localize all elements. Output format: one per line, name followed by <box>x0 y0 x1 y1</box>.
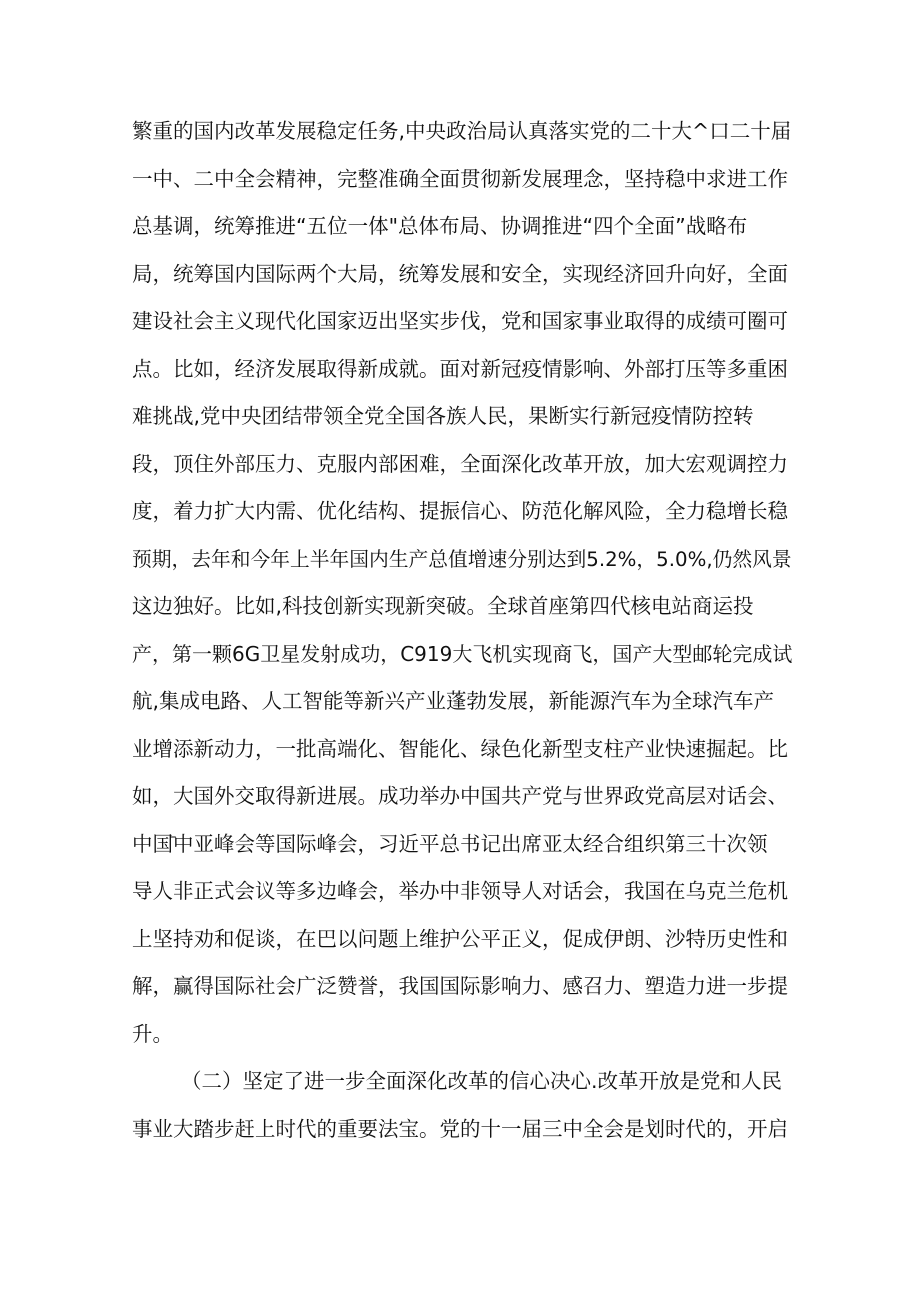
text-line: 繁重的国内改革发展稳定任务,中央政治局认真落实党的二十大^口二十届 <box>132 119 792 143</box>
text-line: 一中、二中全会精神，完整准确全面贯彻新发展理念，坚持稳中求进工作 <box>132 166 788 191</box>
text-line: 升。 <box>132 1021 173 1046</box>
text-line: 事业大踏步赶上时代的重要法宝。党的十一届三中全会是划时代的，开启 <box>132 1116 788 1141</box>
document-body <box>132 108 792 1153</box>
text-line: 点。比如，经济发展取得新成就。面对新冠疫情影响、外部打压等多重困 <box>132 356 788 381</box>
text-line: 度，着力扩大内需、优化结构、提振信心、防范化解风险，全力稳增长稳 <box>132 499 788 523</box>
paragraph-reform-confidence <box>132 1058 792 1153</box>
text-line: 中国̄中亚峰会等国际峰会，习近平总书记出席亚太经合组织第三十次领 <box>132 831 768 856</box>
text-line: 局，统筹国内国际两个大局，统筹发展和安全，实现经济回升向好，全面 <box>132 261 788 286</box>
text-line: 总基调，统筹推进“五位一体"总体布局、协调推进“四个全面”战略布 <box>132 214 748 238</box>
text-line: 产，第一颗6G卫星发射成功，C919大飞机实现商飞，国产大型邮轮完成试 <box>132 641 793 666</box>
text-line: 难挑战,党中央团结带领全党全国各族人民，果断实行新冠疫情防控转 <box>132 404 754 428</box>
text-line: 业增添新动力，一批高端化、智能化、绿色化新型支柱产业快速掘起。比 <box>132 736 788 761</box>
text-line: 建设社会主义现代化国家迈出坚实步伐，党和国家事业取得的成绩可圈可 <box>132 309 788 333</box>
text-line: 航,集成电路、人工智能等新兴产业蓬勃发展，新能源汽车为全球汽车产 <box>132 689 775 713</box>
text-line: 上坚持劝和促谈，在巴以问题上维护公平正义，促成伊朗、沙特历史性和 <box>132 926 788 951</box>
text-line: 导人非正式会议等多边峰会，举办中非领导人对话会，我国在乌克兰危机 <box>132 879 788 903</box>
text-line: 段，顶住外部压力、克服内部困难，全面深化改革开放，加大宏观调控力 <box>132 451 788 476</box>
text-line: 这边独好。比如,科技创新实现新突破。全球首座第四代核电站商运投 <box>132 594 754 618</box>
paragraph-achievements <box>132 108 792 1058</box>
text-line: 如，大国外交取得新进展。成功举办中国共产党与世界政党高层对话会、 <box>132 784 788 808</box>
text-line: 预期，去年和今年上半年国内生产总值增速分别达到5.2%，5.0%,仍然风景 <box>132 547 792 571</box>
text-line: 解，赢得国际社会广泛赞誉，我国国际影响力、感召力、塑造力进一步提 <box>132 974 788 998</box>
section-heading-line: （二）坚定了进一步全面深化改革的信心决心.改革开放是党和人民 <box>181 1069 783 1093</box>
